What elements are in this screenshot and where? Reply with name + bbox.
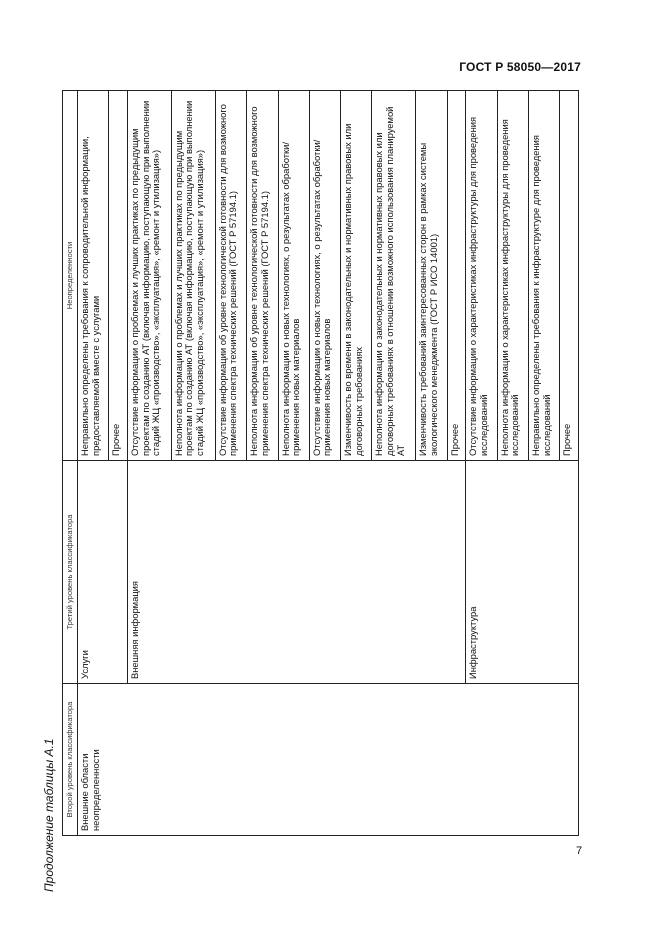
uncertainty-cell: Неполнота информации о характеристиках инфраструктуры для проведения исследований xyxy=(497,91,528,461)
uncertainty-cell: Неполнота информации о законодательных и нормативных правовых или договорных требованиях в отношении возможного использования планируемой АТ xyxy=(372,91,416,461)
uncertainty-cell: Неправильно определены требования к сопроводительной информации, предоставляемой вместе с услугами xyxy=(78,91,109,461)
table-row xyxy=(78,91,109,836)
table-caption: Продолжение таблицы А.1 xyxy=(42,738,56,892)
uncertainty-cell: Отсутствие информации об уровне технологической готовности для возможного применения спектра технических решений (ГОСТ Р 57194.1) xyxy=(215,91,246,461)
uncertainty-cell: Прочее xyxy=(447,91,466,461)
column-header: Третий уровень классификатора xyxy=(63,461,78,684)
uncertainty-cell: Прочее xyxy=(109,91,128,461)
rotated-table-container xyxy=(62,91,579,836)
uncertainty-cell: Неполнота информации об уровне технологической готовности для возможного применения спектра технических решений (ГОСТ Р 57194.1) xyxy=(247,91,278,461)
uncertainty-cell: Неполнота информации о новых технологиях, о результатах обработки/применения новых материалов xyxy=(278,91,309,461)
level3-cell: Внешняя информация xyxy=(127,461,465,684)
level2-cell: Внешние области неопределенности xyxy=(78,684,579,836)
uncertainty-cell: Изменчивость во времени в законодательных и нормативных правовых или договорных требованиях xyxy=(341,91,372,461)
uncertainty-cell: Неполнота информации о проблемах и лучших практиках по предыдущим проектам по созданию АТ (включая информацию, поступающую при выполнении стадий ЖЦ «производство», «эксплуатация», «ремонт и утилизация») xyxy=(171,91,215,461)
uncertainty-cell: Неправильно определены требования к инфраструктуре для проведения исследований xyxy=(528,91,559,461)
uncertainty-cell: Отсутствие информации о характеристиках инфраструктуры для проведения исследований xyxy=(466,91,497,461)
uncertainty-cell: Прочее xyxy=(560,91,579,461)
uncertainty-cell: Изменчивость требований заинтересованных сторон в рамках системы экологического менеджмента (ГОСТ Р ИСО 14001) xyxy=(416,91,447,461)
page-number: 7 xyxy=(576,845,583,857)
uncertainty-cell: Отсутствие информации о новых технологиях, о результатах обработки/применения новых материалов xyxy=(309,91,340,461)
document-id: ГОСТ Р 58050—2017 xyxy=(459,60,581,74)
uncertainty-cell: Отсутствие информации о проблемах и лучших практиках по предыдущим проектам по созданию АТ (включая информацию, поступающую при выполнении стадий ЖЦ «производство», «эксплуатация», «ремонт и утилизация») xyxy=(127,91,171,461)
column-header: Неопределенности xyxy=(63,91,78,461)
classifier-table xyxy=(62,90,579,836)
level3-cell: Услуги xyxy=(78,461,128,684)
column-header: Второй уровень классификатора xyxy=(63,684,78,836)
level3-cell: Инфраструктура xyxy=(466,461,579,684)
table-header-row xyxy=(63,91,78,836)
